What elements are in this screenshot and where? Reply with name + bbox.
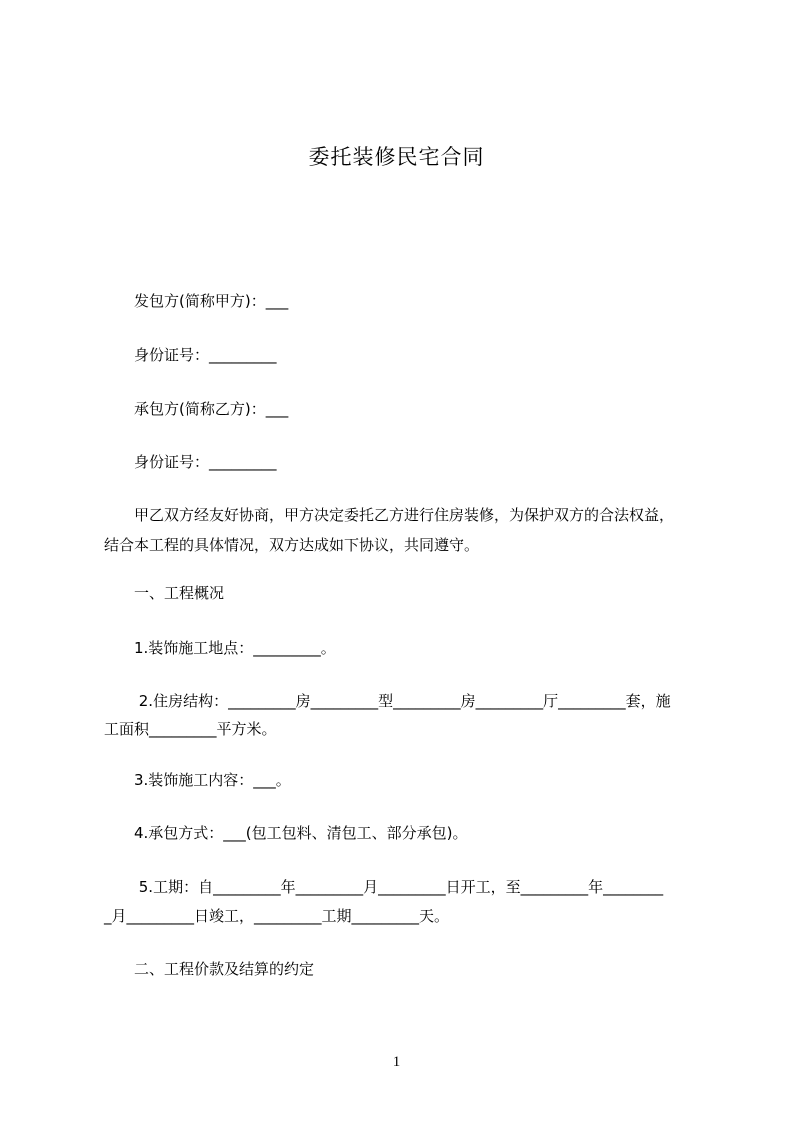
section-heading-2: 二、工程价款及结算的约定 (104, 960, 315, 978)
party-a-id-line: 身份证号：_________ (104, 346, 277, 364)
party-a-line: 发包方(简称甲方)：___ (104, 292, 289, 310)
clause-1-5-line-2: _月_________日竣工，_________工期_________天。 (104, 907, 450, 925)
document-title: 委托装修民宅合同 (308, 145, 485, 169)
intro-paragraph-line-2: 结合本工程的具体情况，双方达成如下协议，共同遵守。 (104, 536, 480, 554)
section-heading-1: 一、工程概况 (104, 584, 225, 602)
clause-1-5-line-1: 5.工期：自_________年_________月_________日开工，至_________年________ (104, 878, 664, 896)
party-b-line: 承包方(简称乙方)：___ (104, 400, 289, 418)
clause-1-2-line-2: 工面积_________平方米。 (104, 720, 277, 738)
clause-1-3: 3.装饰施工内容：___。 (104, 771, 291, 789)
clause-1-2-line-1: 2.住房结构：_________房_________型_________房_________厅_________套，施 (104, 692, 671, 710)
clause-1-4: 4.承包方式：___(包工包料、清包工、部分承包)。 (104, 824, 468, 842)
intro-paragraph-line-1: 甲乙双方经友好协商，甲方决定委托乙方进行住房装修，为保护双方的合法权益， (104, 506, 675, 524)
page-number: 1 (392, 1054, 401, 1070)
party-b-id-line: 身份证号：_________ (104, 453, 277, 471)
clause-1-1: 1.装饰施工地点：_________。 (104, 639, 336, 657)
